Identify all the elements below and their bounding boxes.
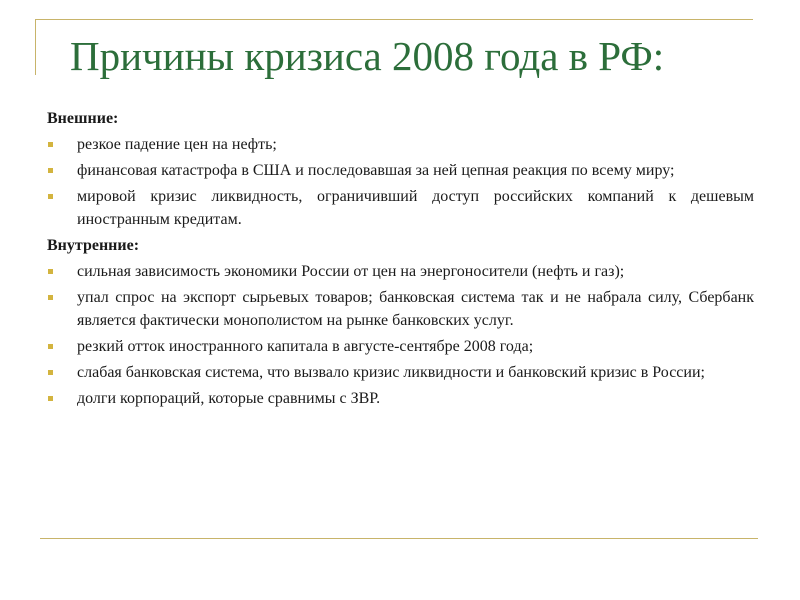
top-frame-line bbox=[35, 19, 753, 20]
list-item bbox=[47, 361, 754, 384]
list-item-text: упал спрос на экспорт сырьевых товаров; банковская система так и не набрала силу, Сбербанк является фактически монополистом на рынке банковских услуг. bbox=[77, 289, 754, 329]
list-item bbox=[47, 286, 754, 332]
list-item bbox=[47, 387, 754, 410]
list-item bbox=[47, 185, 754, 231]
left-frame-line bbox=[35, 19, 36, 75]
square-bullet-icon bbox=[48, 194, 53, 199]
bottom-divider bbox=[40, 538, 758, 539]
list-item bbox=[47, 159, 754, 182]
square-bullet-icon bbox=[48, 168, 53, 173]
square-bullet-icon bbox=[48, 295, 53, 300]
square-bullet-icon bbox=[48, 370, 53, 375]
list-item bbox=[47, 260, 754, 283]
list-item-text: резкий отток иностранного капитала в августе-сентябре 2008 года; bbox=[77, 338, 534, 355]
slide-title: Причины кризиса 2008 года в РФ: bbox=[70, 33, 665, 79]
list-item-text: слабая банковская система, что вызвало кризис ликвидности и банковский кризис в России; bbox=[77, 364, 705, 381]
list-item-text: резкое падение цен на нефть; bbox=[77, 136, 277, 153]
square-bullet-icon bbox=[48, 396, 53, 401]
list-item-text: мировой кризис ликвидность, ограничивший доступ российских компаний к дешевым иностранным кредитам. bbox=[77, 188, 754, 228]
square-bullet-icon bbox=[48, 344, 53, 349]
list-item-text: финансовая катастрофа в США и последовавшая за ней цепная реакция по всему миру; bbox=[77, 162, 675, 179]
list-item-text: долги корпораций, которые сравнимы с ЗВР. bbox=[77, 390, 381, 407]
list-item bbox=[47, 133, 754, 156]
list-item-text: сильная зависимость экономики России от цен на энергоносители (нефть и газ); bbox=[77, 263, 625, 280]
slide-content bbox=[47, 107, 754, 413]
external-causes-list bbox=[47, 133, 754, 231]
external-section-heading: Внешние: bbox=[47, 110, 119, 127]
internal-section-heading: Внутренние: bbox=[47, 237, 140, 254]
square-bullet-icon bbox=[48, 269, 53, 274]
internal-causes-list bbox=[47, 260, 754, 410]
list-item bbox=[47, 335, 754, 358]
square-bullet-icon bbox=[48, 142, 53, 147]
